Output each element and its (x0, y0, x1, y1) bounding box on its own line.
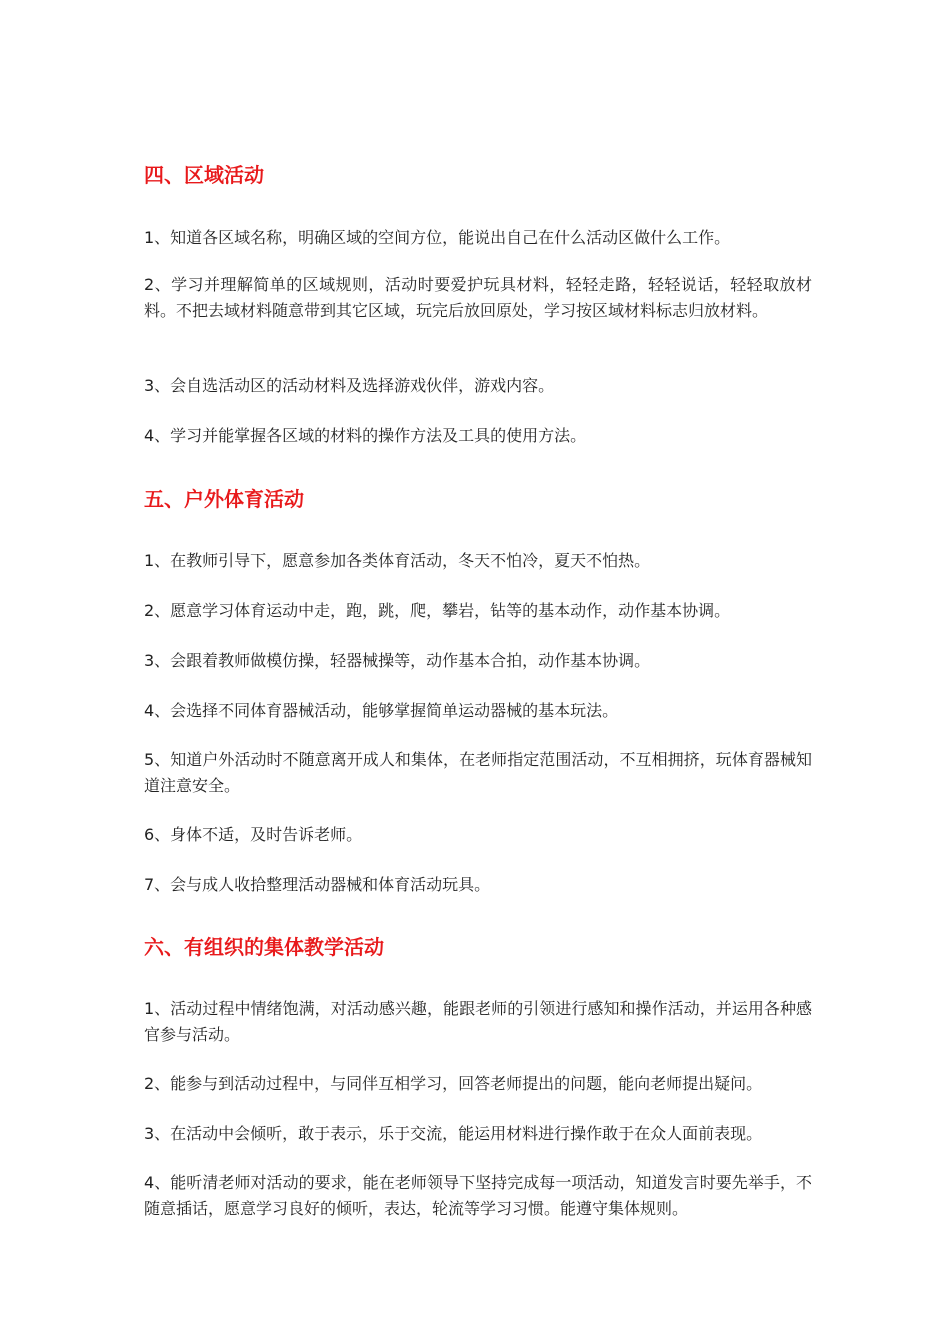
section-6-item-4: 4、能听清老师对活动的要求，能在老师领导下坚持完成每一项活动，知道发言时要先举手，不随意插话，愿意学习良好的倾听，表达，轮流等学习习惯。能遵守集体规则。 (144, 1173, 812, 1218)
section-6-item-1: 1、活动过程中情绪饱满，对活动感兴趣，能跟老师的引领进行感知和操作活动，并运用各种感官参与活动。 (144, 999, 812, 1044)
section-4-item-2: 2、学习并理解简单的区域规则，活动时要爱护玩具材料，轻轻走路，轻轻说话，轻轻取放材料。不把去域材料随意带到其它区域，玩完后放回原处，学习按区域材料标志归放材料。 (144, 275, 812, 320)
section-5-item-5: 5、知道户外活动时不随意离开成人和集体，在老师指定范围活动，不互相拥挤，玩体育器械知道注意安全。 (144, 750, 812, 795)
section-5-item-1: 1、在教师引导下，愿意参加各类体育活动，冬天不怕冷，夏天不怕热。 (144, 551, 651, 570)
section-5-item-4: 4、会选择不同体育器械活动，能够掌握简单运动器械的基本玩法。 (144, 701, 619, 720)
section-5-item-2: 2、愿意学习体育运动中走，跑，跳，爬，攀岩，钻等的基本动作，动作基本协调。 (144, 601, 731, 620)
section-4-item-3: 3、会自选活动区的活动材料及选择游戏伙伴，游戏内容。 (144, 376, 555, 395)
section-5-item-6: 6、身体不适，及时告诉老师。 (144, 825, 363, 844)
section-heading-regional-activities: 四、区域活动 (144, 163, 264, 187)
section-6-item-2: 2、能参与到活动过程中，与同伴互相学习，回答老师提出的问题，能向老师提出疑问。 (144, 1074, 763, 1093)
section-4-item-4: 4、学习并能掌握各区域的材料的操作方法及工具的使用方法。 (144, 426, 587, 445)
section-5-item-7: 7、会与成人收拾整理活动器械和体育活动玩具。 (144, 875, 491, 894)
section-6-item-3: 3、在活动中会倾听，敢于表示，乐于交流，能运用材料进行操作敢于在众人面前表现。 (144, 1124, 763, 1143)
section-heading-outdoor-sports: 五、户外体育活动 (144, 487, 304, 511)
section-5-item-3: 3、会跟着教师做模仿操，轻器械操等，动作基本合拍，动作基本协调。 (144, 651, 651, 670)
section-4-item-1: 1、知道各区域名称，明确区域的空间方位，能说出自己在什么活动区做什么工作。 (144, 228, 731, 247)
section-heading-group-teaching: 六、有组织的集体教学活动 (144, 935, 384, 959)
